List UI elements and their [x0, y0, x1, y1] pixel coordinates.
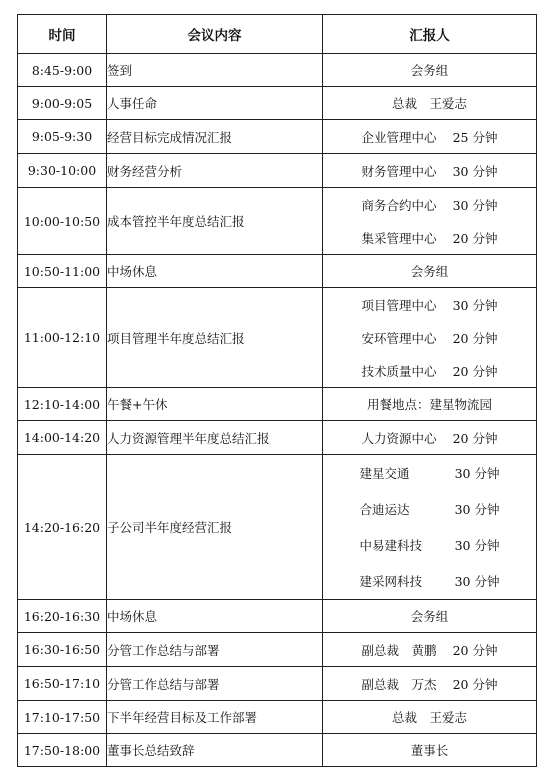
content-cell: 人力资源管理半年度总结汇报 [107, 421, 323, 455]
table-row [18, 288, 537, 388]
reporter-cell [323, 633, 537, 667]
time-cell: 14:20-16:20 [18, 455, 107, 600]
time-cell: 10:50-11:00 [18, 255, 107, 288]
reporter-line [323, 288, 536, 321]
reporter-duration: 30 分钟 [452, 297, 498, 313]
reporter-cell: 总裁 王爱志 [323, 701, 537, 734]
content-cell: 成本管控半年度总结汇报 [107, 188, 323, 255]
table-row [18, 701, 537, 734]
time-cell: 14:00-14:20 [18, 421, 107, 455]
time-cell: 17:50-18:00 [18, 734, 107, 767]
content-cell: 经营目标完成情况汇报 [107, 120, 323, 154]
time-cell: 10:00-10:50 [18, 188, 107, 255]
reporter-unit: 中易建科技 [359, 538, 423, 553]
table-row [18, 600, 537, 633]
reporter-cell [323, 288, 537, 388]
reporter-unit: 建采网科技 [359, 574, 423, 589]
content-cell: 下半年经营目标及工作部署 [107, 701, 323, 734]
meeting-schedule-table [17, 14, 537, 767]
time-cell: 17:10-17:50 [18, 701, 107, 734]
table-row [18, 421, 537, 455]
reporter-cell [323, 120, 537, 154]
reporter-unit: 项目管理中心 [361, 297, 437, 313]
reporter-duration: 20 分钟 [452, 330, 498, 346]
header-content: 会议内容 [107, 15, 323, 54]
reporter-cell: 会务组 [323, 255, 537, 288]
content-cell: 午餐+午休 [107, 388, 323, 421]
reporter-unit: 技术质量中心 [361, 363, 437, 379]
header-time: 时间 [18, 15, 107, 54]
table-row [18, 120, 537, 154]
reporter-duration: 20 分钟 [452, 642, 498, 658]
reporter-line [323, 455, 536, 491]
table-row [18, 388, 537, 421]
reporter-line [323, 563, 536, 599]
reporter-cell: 会务组 [323, 600, 537, 633]
reporter-line [323, 188, 536, 221]
reporter-duration: 20 分钟 [452, 430, 498, 446]
content-cell: 签到 [107, 54, 323, 87]
table-row [18, 255, 537, 288]
schedule-sheet [17, 14, 536, 767]
reporter-line [323, 667, 536, 700]
reporter-unit: 安环管理中心 [361, 330, 437, 346]
reporter-line [323, 321, 536, 354]
reporter-cell: 总裁 王爱志 [323, 87, 537, 120]
reporter-unit: 集采管理中心 [361, 230, 437, 246]
reporter-cell [323, 667, 537, 701]
time-cell: 9:30-10:00 [18, 154, 107, 188]
reporter-unit: 商务合约中心 [361, 197, 437, 213]
reporter-cell: 用餐地点：建星物流园 [323, 388, 537, 421]
reporter-duration: 30 分钟 [454, 538, 500, 553]
header-reporter: 汇报人 [323, 15, 537, 54]
reporter-line [323, 491, 536, 527]
reporter-unit: 财务管理中心 [361, 163, 437, 179]
content-cell: 分管工作总结与部署 [107, 633, 323, 667]
content-cell: 中场休息 [107, 600, 323, 633]
reporter-duration: 30 分钟 [452, 163, 498, 179]
reporter-unit: 合迪运达 [359, 502, 410, 517]
reporter-unit: 企业管理中心 [361, 129, 437, 145]
content-cell: 项目管理半年度总结汇报 [107, 288, 323, 388]
table-row [18, 455, 537, 600]
reporter-unit: 人力资源中心 [361, 430, 437, 446]
reporter-line [323, 221, 536, 254]
reporter-cell: 董事长 [323, 734, 537, 767]
content-cell: 人事任命 [107, 87, 323, 120]
reporter-duration: 30 分钟 [452, 197, 498, 213]
time-cell: 16:50-17:10 [18, 667, 107, 701]
table-row [18, 54, 537, 87]
content-cell: 子公司半年度经营汇报 [107, 455, 323, 600]
reporter-line [323, 527, 536, 563]
reporter-unit: 副总裁 万杰 [361, 676, 437, 692]
reporter-line [323, 633, 536, 666]
reporter-duration: 20 分钟 [452, 230, 498, 246]
table-header-row [18, 15, 537, 54]
reporter-line [323, 120, 536, 153]
content-cell: 分管工作总结与部署 [107, 667, 323, 701]
time-cell: 9:00-9:05 [18, 87, 107, 120]
reporter-duration: 20 分钟 [452, 363, 498, 379]
content-cell: 中场休息 [107, 255, 323, 288]
reporter-unit: 副总裁 黄鹏 [361, 642, 437, 658]
time-cell: 16:30-16:50 [18, 633, 107, 667]
reporter-unit: 建星交通 [359, 466, 410, 481]
reporter-cell [323, 188, 537, 255]
reporter-duration: 30 分钟 [454, 574, 500, 589]
table-row [18, 667, 537, 701]
reporter-duration: 30 分钟 [454, 466, 500, 481]
time-cell: 16:20-16:30 [18, 600, 107, 633]
reporter-duration: 30 分钟 [454, 502, 500, 517]
reporter-duration: 25 分钟 [452, 129, 498, 145]
reporter-line [323, 354, 536, 387]
table-row [18, 154, 537, 188]
reporter-line [323, 154, 536, 187]
time-cell: 8:45-9:00 [18, 54, 107, 87]
reporter-duration: 20 分钟 [452, 676, 498, 692]
content-cell: 财务经营分析 [107, 154, 323, 188]
table-row [18, 188, 537, 255]
table-row [18, 734, 537, 767]
time-cell: 11:00-12:10 [18, 288, 107, 388]
table-row [18, 633, 537, 667]
reporter-cell [323, 154, 537, 188]
time-cell: 12:10-14:00 [18, 388, 107, 421]
reporter-cell [323, 455, 537, 600]
table-row [18, 87, 537, 120]
reporter-line [323, 421, 536, 454]
time-cell: 9:05-9:30 [18, 120, 107, 154]
content-cell: 董事长总结致辞 [107, 734, 323, 767]
reporter-cell: 会务组 [323, 54, 537, 87]
reporter-cell [323, 421, 537, 455]
